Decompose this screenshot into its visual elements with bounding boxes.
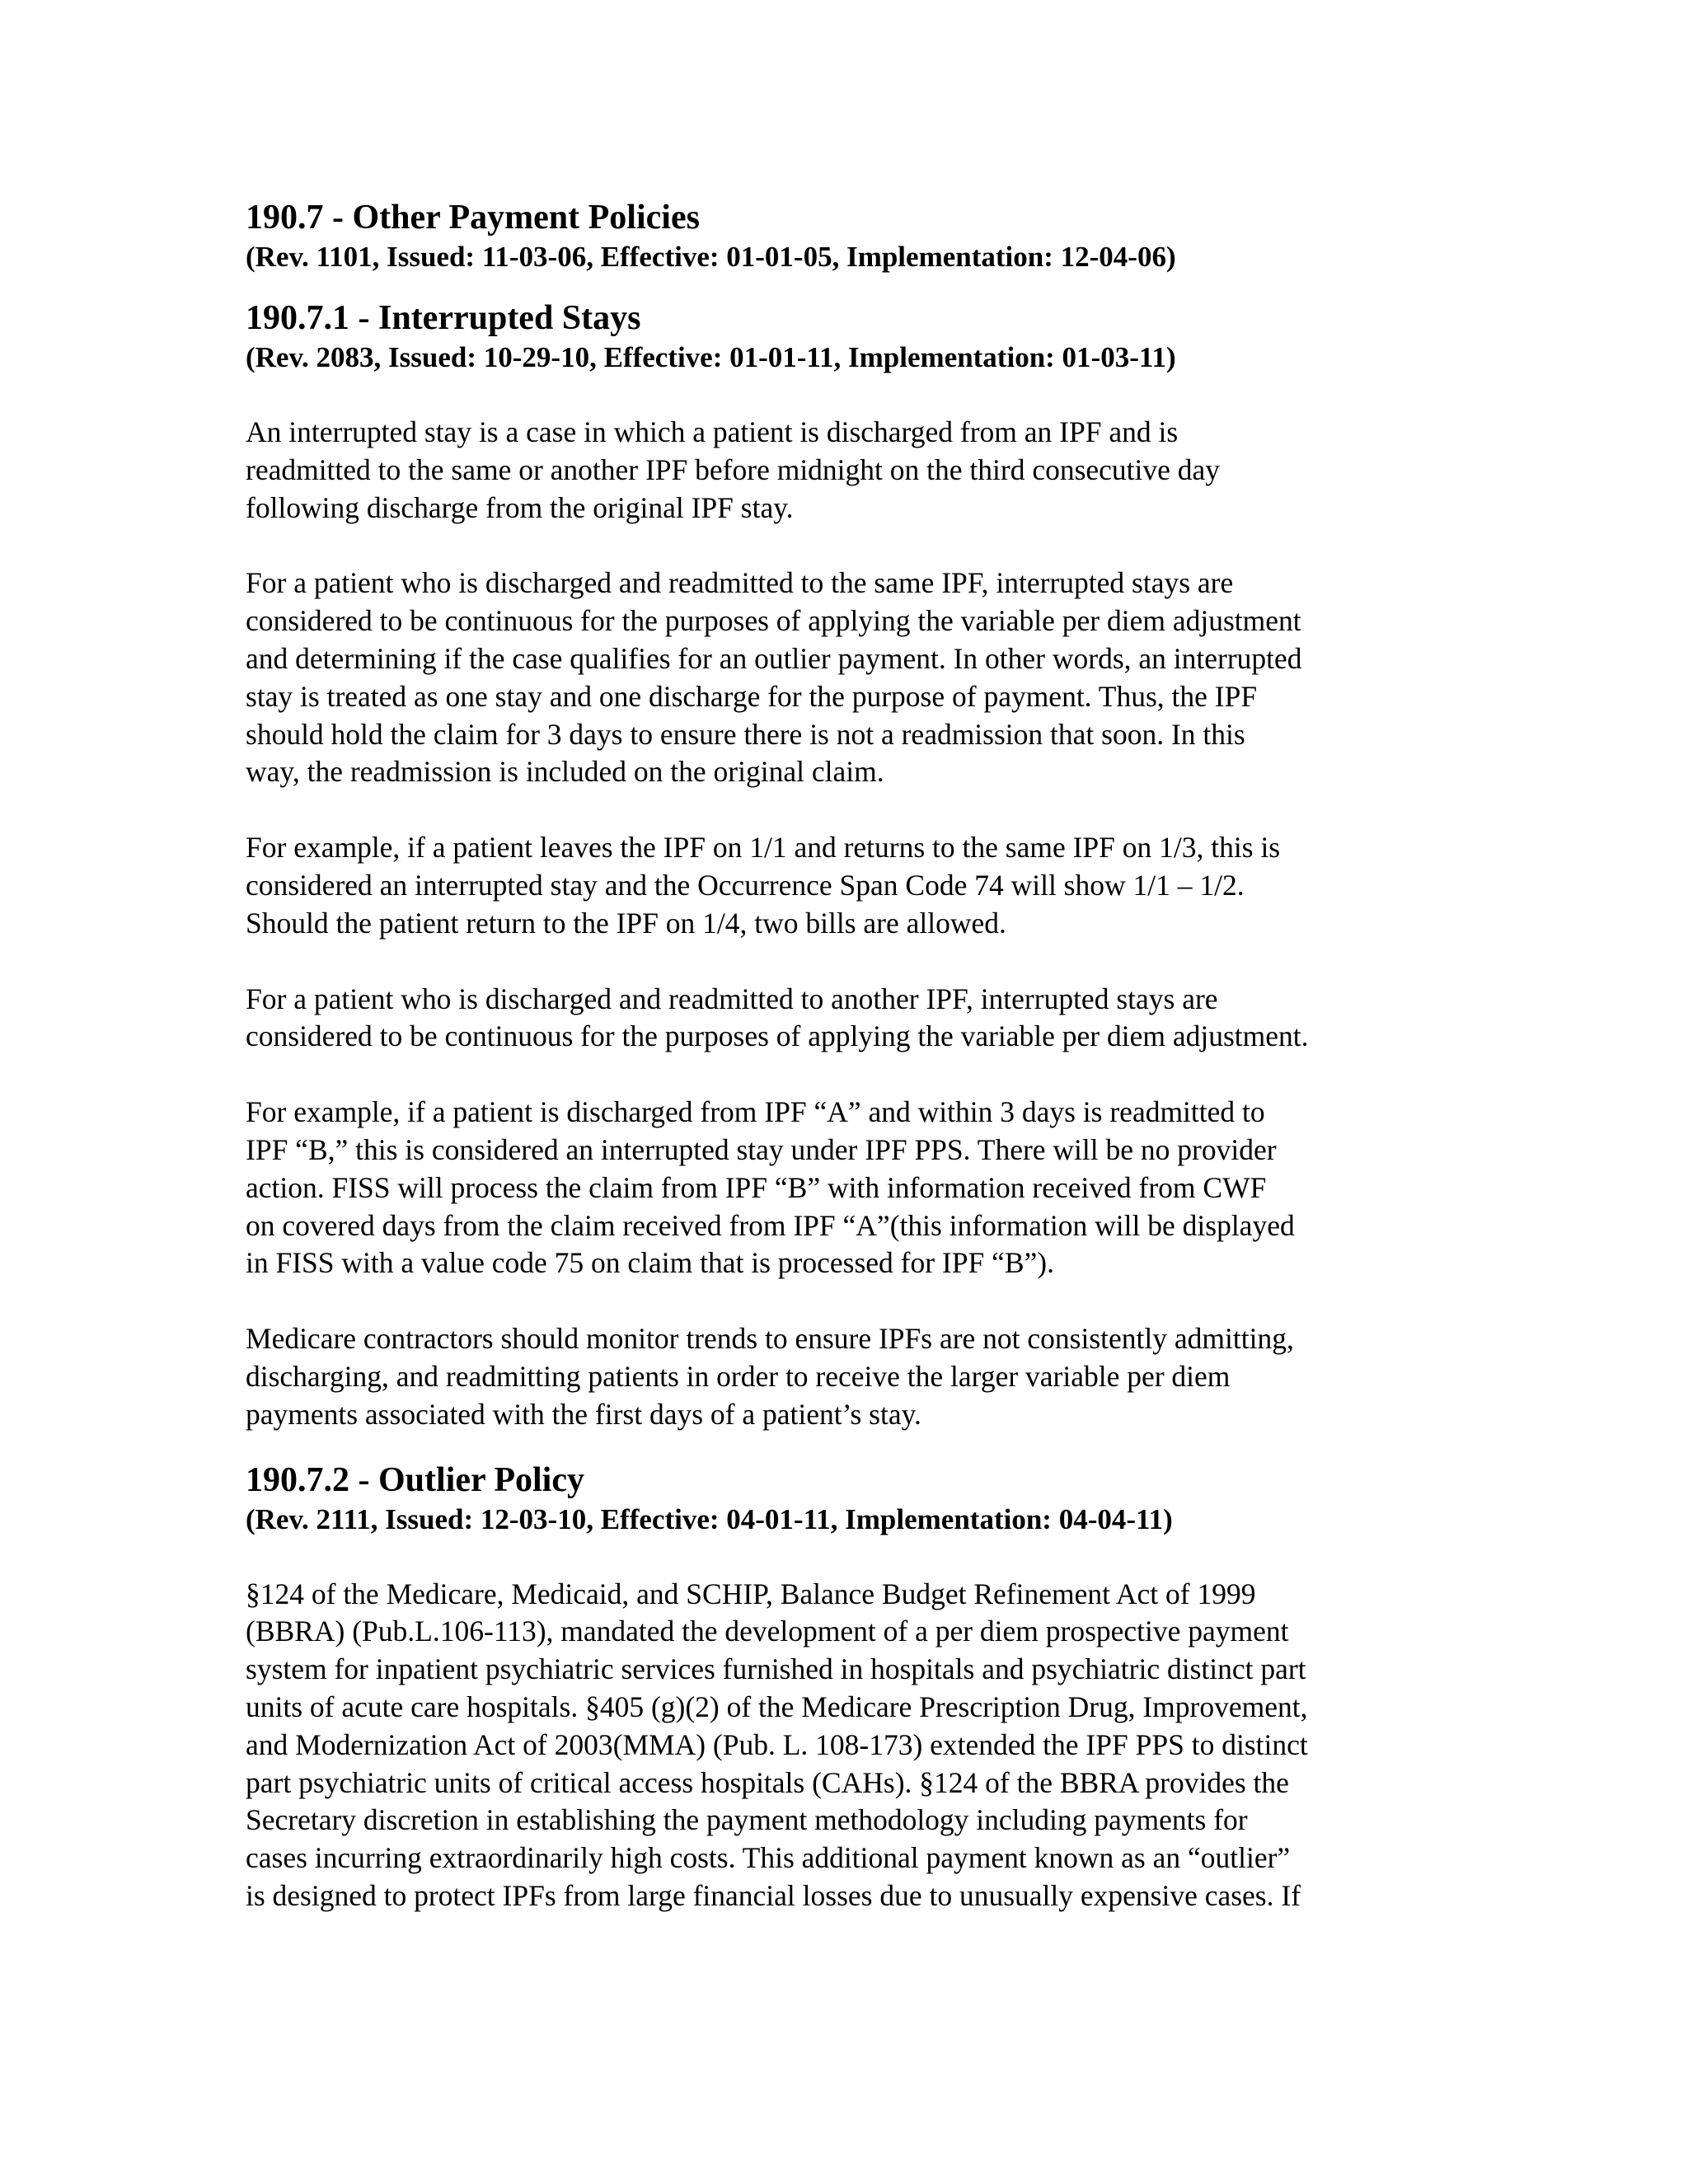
revision-line: (Rev. 2083, Issued: 10-29-10, Effective: 01-01-11, Implementation: 01-03-11) [246, 341, 1176, 373]
document-page [246, 196, 1474, 1915]
paragraph: For example, if a patient is discharged from IPF “A” and within 3 days is readmitted to IPF “B,” this is considered an interrupted stay under IPF PPS. There will be no provider action. FISS will process the claim from IPF “B” with information received from CWF on covered days from the claim received from IPF “A”(this information will be displayed in FISS with a value code 75 on claim that is processed for IPF “B”). [246, 1095, 1295, 1280]
revision-line: (Rev. 2111, Issued: 12-03-10, Effective: 04-01-11, Implementation: 04-04-11) [246, 1502, 1173, 1535]
paragraph: §124 of the Medicare, Medicaid, and SCHIP, Balance Budget Refinement Act of 1999 (BBRA) (Pub.L.106-113), mandated the development of a per diem prospective payment system for inpatient psychiatric services furnished in hospitals and psychiatric distinct part units of acute care hospitals. §405 (g)(2) of the Medicare Prescription Drug, Improvement, and Modernization Act of 2003(MMA) (Pub. L. 108-173) extended the IPF PPS to distinct part psychiatric units of critical access hospitals (CAHs). §124 of the BBRA provides the Secretary discretion in establishing the payment methodology including payments for cases incurring extraordinarily high costs. This additional payment known as an “outlier” is designed to protect IPFs from large financial losses due to unusually expensive cases. If [246, 1577, 1308, 1912]
section-190-7 [246, 196, 1474, 275]
revision-line: (Rev. 1101, Issued: 11-03-06, Effective: 01-01-05, Implementation: 12-04-06) [246, 241, 1176, 273]
section-heading: 190.7 - Other Payment Policies [246, 199, 700, 237]
section-190-7-1 [246, 297, 1474, 1434]
paragraph: An interrupted stay is a case in which a patient is discharged from an IPF and is readmitted to the same or another IPF before midnight on the third consecutive day following discharge from the original IPF stay. [246, 415, 1221, 524]
paragraph: For a patient who is discharged and readmitted to the same IPF, interrupted stays are considered to be continuous for the purposes of applying the variable per diem adjustment and determining if the case qualifies for an outlier payment. In other words, an interrupted stay is treated as one stay and one discharge for the purpose of payment. Thus, the IPF should hold the claim for 3 days to ensure there is not a readmission that soon. In this way, the readmission is included on the original claim. [246, 566, 1302, 789]
paragraph: For example, if a patient leaves the IPF on 1/1 and returns to the same IPF on 1/3, this is considered an interrupted stay and the Occurrence Span Code 74 will show 1/1 – 1/2. Should the patient return to the IPF on 1/4, two bills are allowed. [246, 831, 1281, 940]
section-190-7-2 [246, 1459, 1474, 1915]
paragraph: For a patient who is discharged and readmitted to another IPF, interrupted stays are considered to be continuous for the purposes of applying the variable per diem adjustment. [246, 982, 1309, 1053]
section-heading: 190.7.2 - Outlier Policy [246, 1460, 584, 1499]
section-heading: 190.7.1 - Interrupted Stays [246, 299, 641, 337]
paragraph: Medicare contractors should monitor trends to ensure IPFs are not consistently admitting, discharging, and readmitting patients in order to receive the larger variable per diem payments associated with the first days of a patient’s stay. [246, 1322, 1294, 1431]
